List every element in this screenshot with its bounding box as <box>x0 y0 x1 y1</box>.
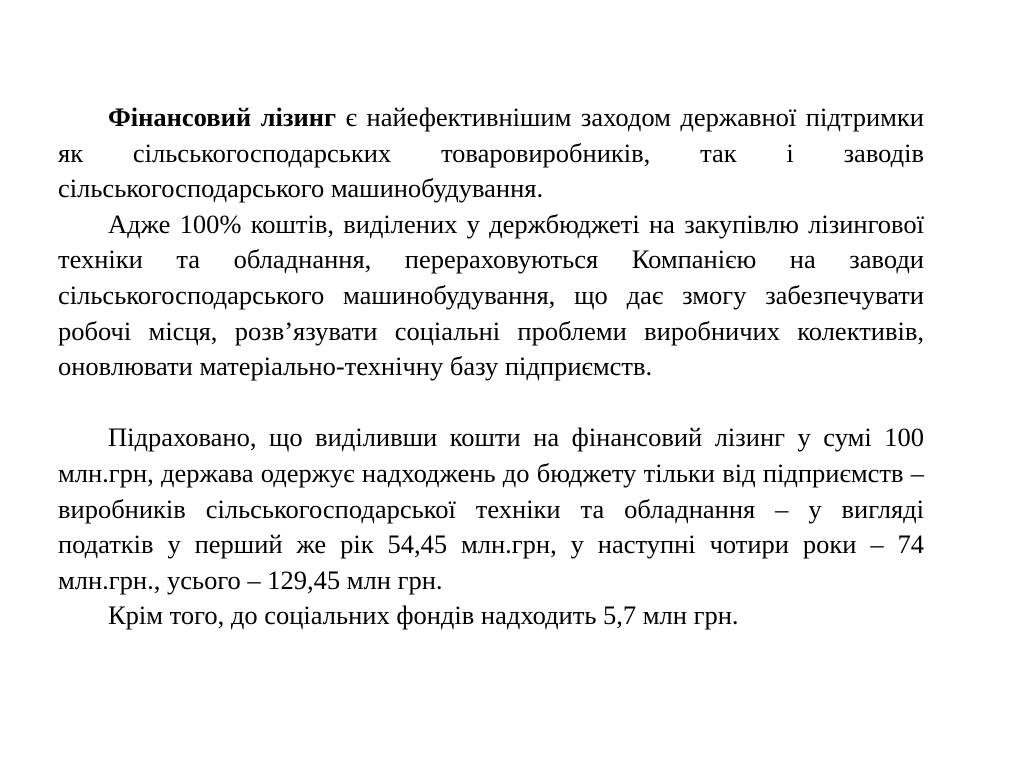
paragraph-spacer <box>58 385 924 421</box>
paragraph-budget-funds: Адже 100% коштів, виділених у держбюджеті на закупівлю лізингової техніки та обладнання, перераховуються Компанією на заводи сільськогосподарського машинобудування, що дає змогу забезпечувати робочі місця, розв’язувати соціальні проблеми виробничих колективів, оновлювати матеріально-технічну базу підприємств. <box>58 208 924 382</box>
paragraph-social-funds: Крім того, до соціальних фондів надходить 5,7 млн грн. <box>108 600 739 631</box>
slide-body <box>58 100 924 634</box>
paragraph-financial-leasing <box>58 100 924 207</box>
paragraph-calculation: Підраховано, що виділивши кошти на фінансовий лізинг у сумі 100 млн.грн, держава одержує надходжень до бюджету тільки від підприємств – виробників сільськогосподарської техніки та обладнання – у вигляді податків у перший же рік 54,45 млн.грн, у наступні чотири роки – 74 млн.грн., усього – 129,45 млн грн. <box>58 422 924 595</box>
term-financial-leasing: Фінансовий лізинг <box>108 102 337 132</box>
paragraph-1-text: є найефективнішим заходом державної підтримки як сільськогосподарських товаровиробників, так і заводів сільськогосподарського машинобудування. <box>58 102 924 204</box>
